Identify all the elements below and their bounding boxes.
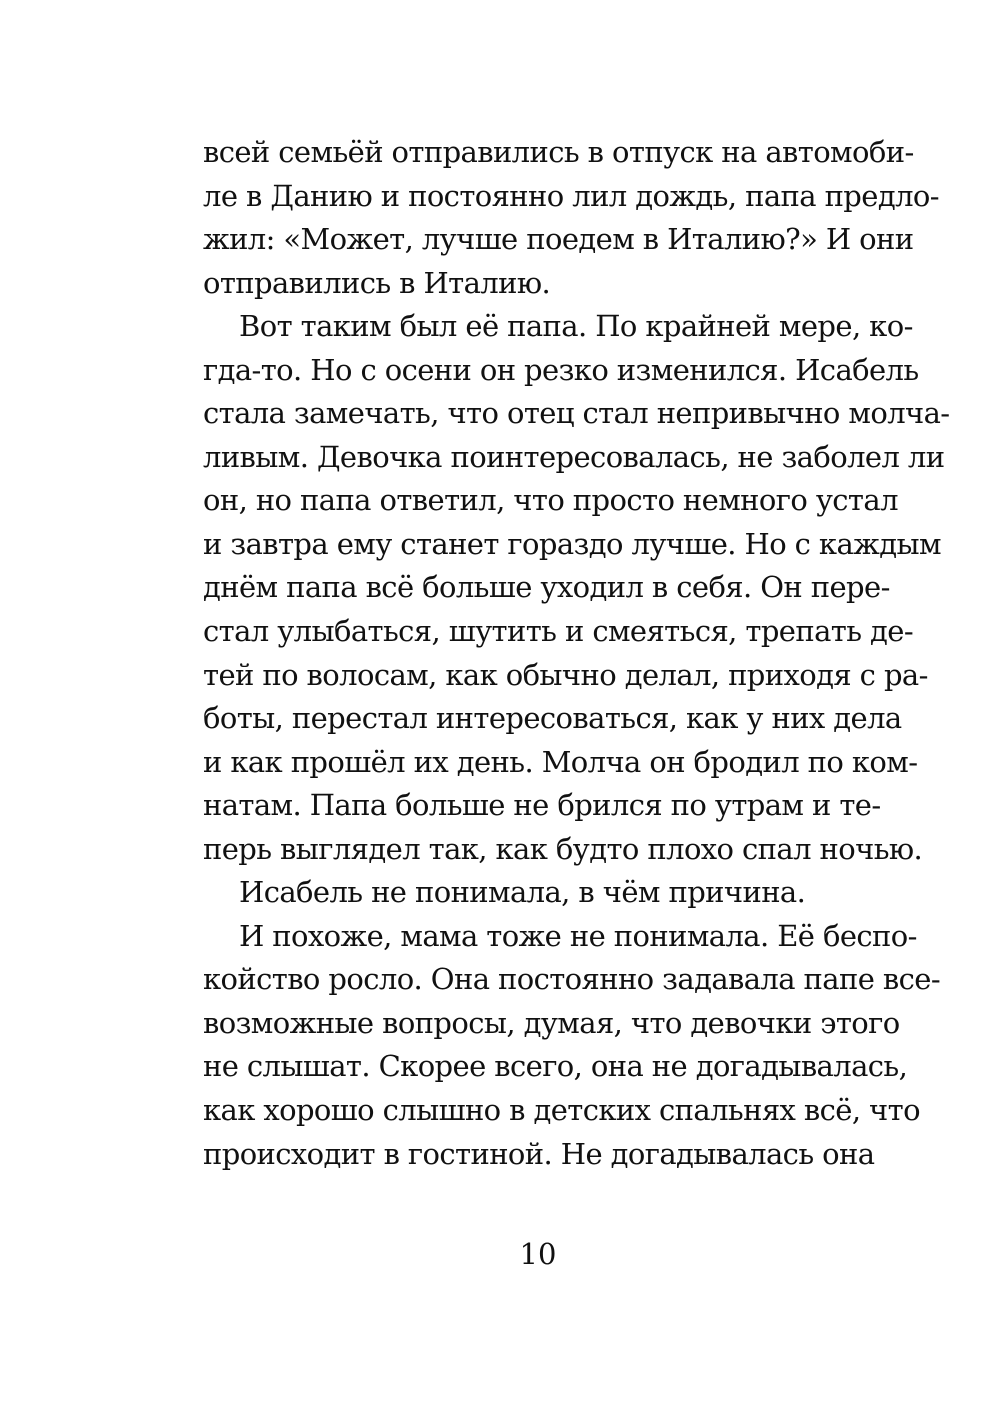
text-line: он, но папа ответил, что просто немного устал — [203, 483, 898, 518]
text-line: тей по волосам, как обычно делал, приходя с ра- — [203, 657, 928, 692]
text-line: ливым. Девочка поинтересовалась, не заболел ли — [203, 439, 945, 474]
text-line: отправились в Италию. — [203, 265, 551, 300]
body-text — [203, 131, 950, 1176]
text-line: жил: «Может, лучше поедем в Италию?» И они — [203, 222, 914, 257]
text-line: натам. Папа больше не брился по утрам и те- — [203, 788, 881, 823]
text-line: и завтра ему станет гораздо лучше. Но с каждым — [203, 526, 941, 561]
text-line: ле в Данию и постоянно лил дождь, папа предло- — [203, 178, 939, 213]
text-line: и как прошёл их день. Молча он бродил по ком- — [203, 744, 918, 779]
text-line: стал улыбаться, шутить и смеяться, трепать де- — [203, 614, 914, 649]
text-line: возможные вопросы, думая, что девочки этого — [203, 1005, 900, 1040]
text-line: гда-то. Но с осени он резко изменился. Исабель — [203, 352, 919, 387]
text-line: И похоже, мама тоже не понимала. Её беспо- — [239, 918, 917, 953]
text-line: не слышат. Скорее всего, она не догадывалась, — [203, 1049, 908, 1084]
text-line: Вот таким был её папа. По крайней мере, ко- — [239, 309, 913, 344]
text-line: стала замечать, что отец стал непривычно молча- — [203, 396, 950, 431]
text-line: всей семьёй отправились в отпуск на автомоби- — [203, 135, 914, 169]
text-line: перь выглядел так, как будто плохо спал ночью. — [203, 831, 923, 866]
text-line: днём папа всё больше уходил в себя. Он пере- — [203, 570, 890, 605]
text-line: происходит в гостиной. Не догадывалась она — [203, 1136, 875, 1171]
text-line: Исабель не понимала, в чём причина. — [239, 875, 806, 910]
page-number: 10 — [519, 1237, 557, 1271]
text-line: койство росло. Она постоянно задавала папе все- — [203, 962, 941, 997]
text-line: как хорошо слышно в детских спальнях всё, что — [203, 1093, 920, 1128]
text-line: боты, перестал интересоваться, как у них дела — [203, 701, 902, 736]
